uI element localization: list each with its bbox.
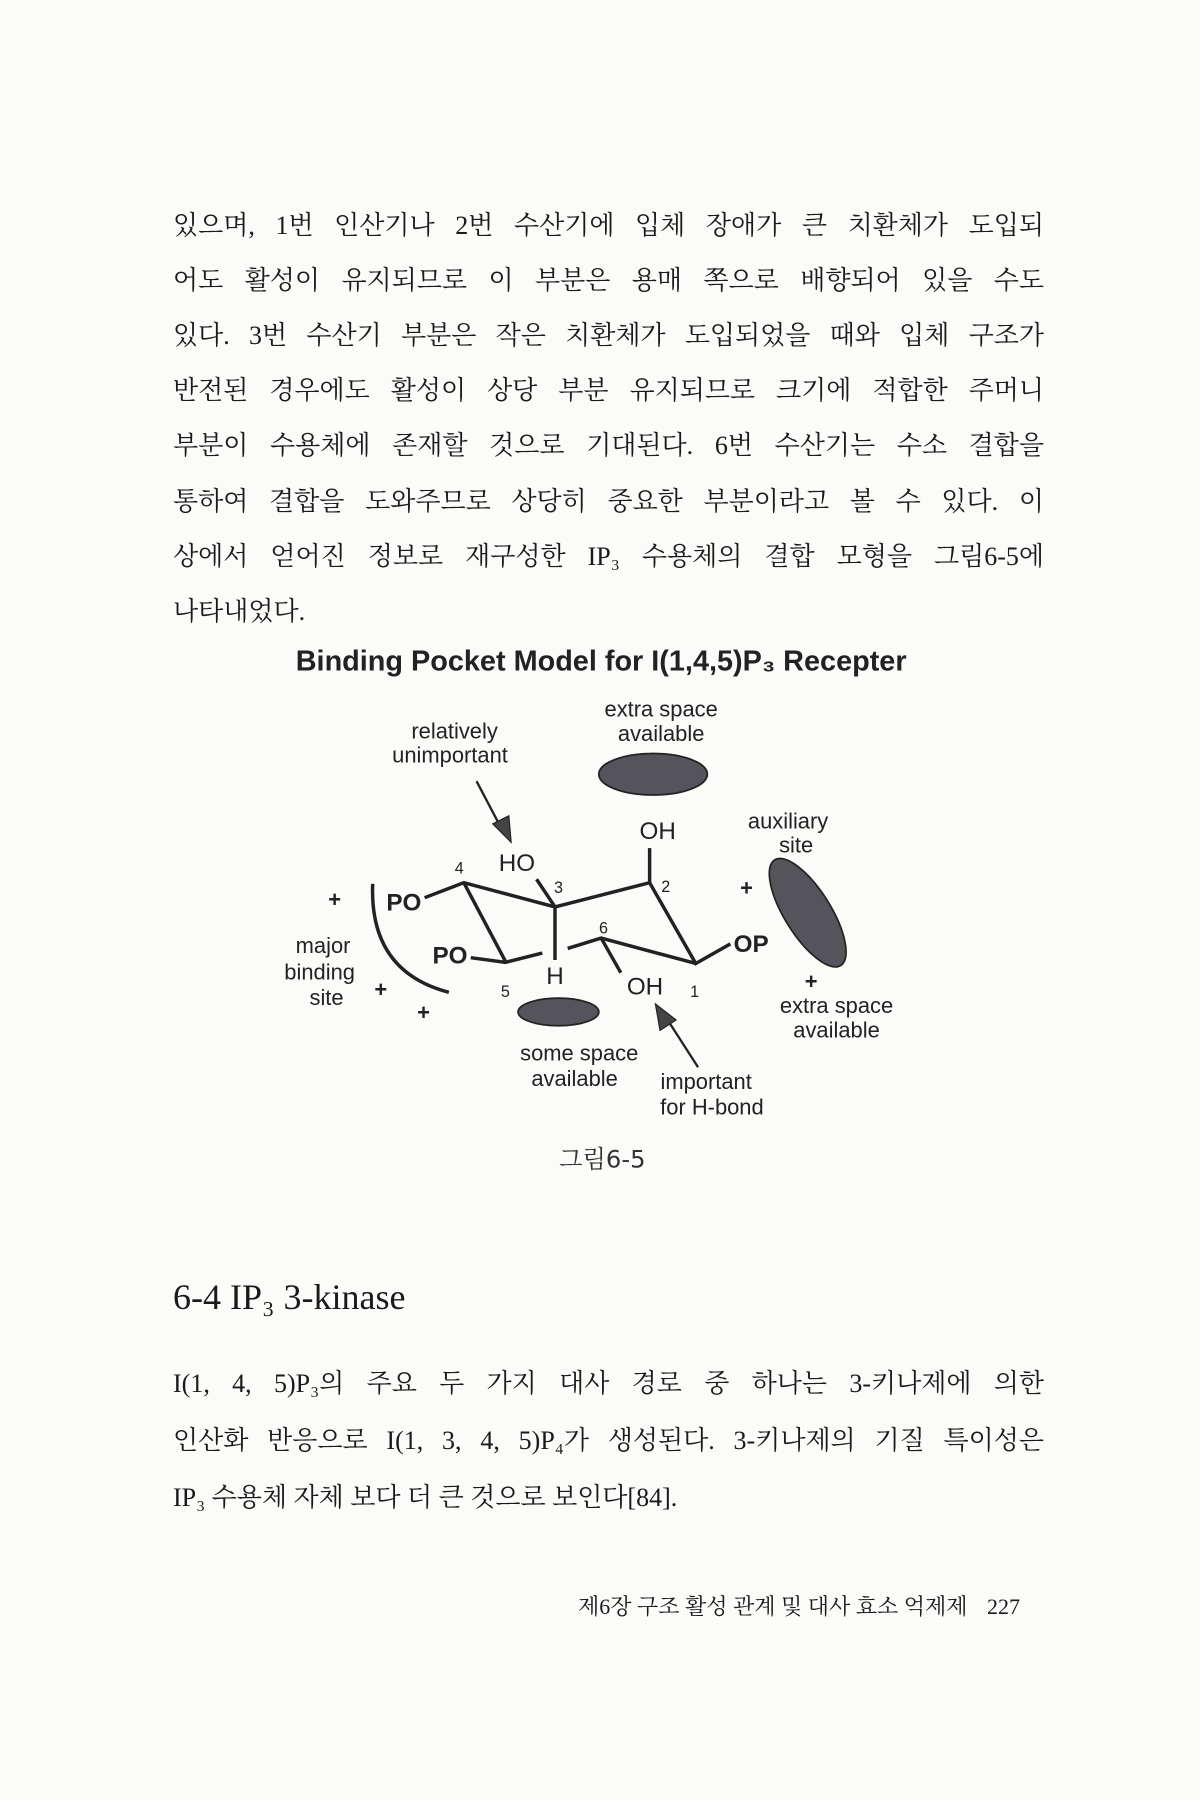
- text-line: 인산화 반응으로 I(1, 3, 4, 5)P₄가 생성된다. 3-키나제의 기질 특이성은: [173, 1426, 1044, 1455]
- extra-space-top-blob: [599, 753, 707, 795]
- text-line: 있으며, 1번 인산기나 2번 수산기에 입체 장애가 큰 치환체가 도입되: [173, 211, 1044, 240]
- atom-h: H: [546, 963, 564, 991]
- auxiliary-site-blob: [755, 848, 860, 978]
- text-line: 통하여 결합을 도와주므로 상당히 중요한 부분이라고 볼 수 있다. 이: [173, 487, 1044, 516]
- label-auxiliary-site: site: [779, 832, 814, 858]
- chapter-title: 제6장 구조 활성 관계 및 대사 효소 억제제: [577, 1594, 968, 1619]
- page-footer: [578, 1590, 1020, 1621]
- text-line: 반전된 경우에도 활성이 상당 부분 유지되므로 크기에 적합한 주머니: [173, 376, 1044, 405]
- text-line: I(1, 4, 5)P₃의 주요 두 가지 대사 경로 중 하나는 3-키나제에 의한: [173, 1369, 1044, 1398]
- figure-title: Binding Pocket Model for I(1,4,5)P₃ Recepter: [295, 645, 907, 678]
- label-some-space: available: [531, 1065, 618, 1091]
- atom-op: OP: [733, 930, 769, 958]
- atom-po-upper: PO: [386, 889, 422, 917]
- text-line: 있다. 3번 수산기 부분은 작은 치환체가 도입되었을 때와 입체 구조가: [173, 321, 1044, 350]
- text-line: 부분이 수용체에 존재할 것으로 기대된다. 6번 수산기는 수소 결합을: [173, 431, 1044, 460]
- label-extra-space-top: available: [617, 720, 705, 746]
- some-space-blob: [518, 998, 599, 1026]
- position-2: 2: [661, 877, 671, 896]
- plus-charge: +: [328, 886, 342, 912]
- arrow-unimportant: [477, 781, 501, 827]
- position-6: 6: [598, 919, 608, 938]
- section-heading: 6-4 IP₃ 3-kinase: [173, 1277, 406, 1317]
- atom-oh-bottom: OH: [626, 973, 664, 1001]
- label-relatively-unimportant: relatively: [411, 718, 498, 744]
- page-number: 227: [987, 1594, 1020, 1619]
- position-5: 5: [500, 982, 510, 1001]
- text-line: 어도 활성이 유지되므로 이 부분은 용매 쪽으로 배향되어 있을 수도: [173, 266, 1044, 295]
- atom-ho: HO: [498, 850, 536, 878]
- label-relatively-unimportant: unimportant: [392, 742, 508, 768]
- inositol-ring: [425, 848, 731, 973]
- label-some-space: some space: [520, 1040, 639, 1066]
- label-extra-space-right: available: [793, 1017, 880, 1043]
- label-extra-space-right: extra space: [779, 993, 894, 1019]
- figure-caption: 그림6-5: [559, 1145, 646, 1174]
- label-important-hbond: important: [660, 1069, 752, 1095]
- label-major-binding-site: major: [295, 933, 351, 959]
- plus-charge: +: [804, 968, 818, 994]
- text-line: 나타내었다.: [173, 597, 306, 626]
- label-auxiliary-site: auxiliary: [747, 808, 829, 834]
- text-line: 상에서 얻어진 정보로 재구성한 IP₃ 수용체의 결합 모형을 그림6-5에: [173, 542, 1044, 571]
- label-major-binding-site: binding: [284, 959, 355, 985]
- position-4: 4: [454, 859, 464, 878]
- label-major-binding-site: site: [309, 985, 344, 1010]
- arrowhead-icon: [493, 816, 511, 843]
- label-important-hbond: for H-bond: [660, 1094, 764, 1120]
- plus-charge: +: [374, 976, 388, 1002]
- plus-charge: +: [417, 1000, 430, 1025]
- text-line: IP₃ 수용체 자체 보다 더 큰 것으로 보인다[84].: [173, 1483, 678, 1512]
- atom-po-lower: PO: [432, 942, 468, 970]
- label-extra-space-top: extra space: [604, 696, 718, 722]
- position-1: 1: [690, 982, 700, 1001]
- arrow-hbond: [667, 1019, 698, 1067]
- position-3: 3: [553, 879, 563, 898]
- plus-charge: +: [740, 875, 753, 901]
- atom-oh-top: OH: [639, 817, 676, 845]
